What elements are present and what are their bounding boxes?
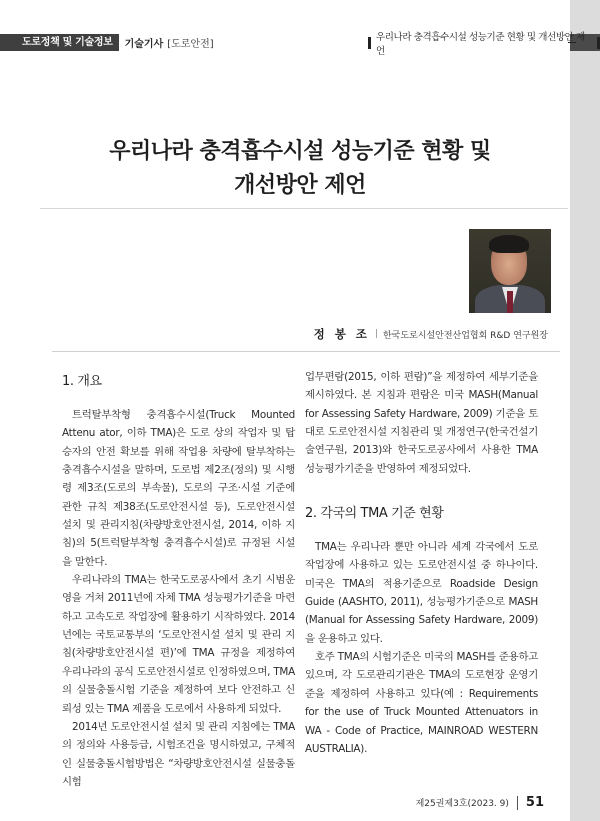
section-heading-tma-standards: 2. 각국의 TMA 기준 현황 (305, 506, 444, 522)
body-paragraph: 호주 TMA의 시험기준은 미국의 MASH를 준용하고 있으며, 각 도로관리기관은 TMA의 도로현장 운영기준을 제정하여 사용하고 있다(예 : Requirements for the use of Truck Mounted Attenuators in WA - Code of Practice, MAINROAD WESTERN AUSTRALIA). (305, 651, 539, 755)
body-paragraph: 트럭탈부착형 충격흡수시설(Truck Mounted Attenu ator, 이하 TMA)은 도로 상의 작업자 및 탑승자의 안전 확보를 위해 작업용 차량에 탈부착하는 충격흡수시설을 말하며, 도로법 제2조(정의) 및 시행령 제3조(도로의 부속물), 도로의 구조·시설 기준에 관한 규칙 제38조(도로안전시설 등), 도로안전시설 설치 및 관리지침(차량방호안전시설, 2014, 이하 지침)의 5(트럭탈부착형 충격흡수시설)로 규정된 시설을 말한다. (62, 409, 295, 568)
running-header-left (0, 34, 214, 51)
title-divider (40, 208, 568, 209)
left-column (62, 368, 295, 791)
body-paragraph: TMA는 우리나라 뿐만 아니라 세계 각국에서 도로작업장에 사용하고 있는 도로안전시설 중 하나이다. 미국은 TMA의 적용기준으로 Roadside Design Guide (AASHTO, 2011), 성능평가기준으로 MASH (Manual for Assessing Safety Hardware, 2009)을 운용하고 있다. (305, 541, 538, 645)
page-footer (416, 795, 544, 810)
body-paragraph: 2014년 도로안전시설 설치 및 관리 지침에는 TMA의 정의와 사용등급, 시험조건을 명시하였고, 구체적인 실물충돌시험방법은 “차량방호안전시설 실물충돌시험 (62, 720, 295, 788)
article-title (40, 135, 560, 203)
photo-tie (507, 291, 513, 313)
section-heading-overview: 1. 개요 (62, 374, 102, 389)
page-edge-strip (570, 0, 600, 821)
author-photo (469, 229, 551, 313)
footer-divider (517, 796, 518, 810)
page-number: 51 (525, 795, 544, 810)
header-rule (568, 42, 576, 43)
header-section-label: 도로정책 및 기술정보 (0, 34, 119, 51)
header-subcategory: [도로안전] (167, 39, 214, 50)
author-separator: | (374, 329, 378, 339)
article-title-line1: 우리나라 충격흡수시설 성능기준 현황 및 (109, 139, 491, 164)
header-bar-mark (368, 37, 371, 49)
header-category: 기술기사 (124, 39, 164, 50)
header-running-title: 우리나라 충격흡수시설 성능기준 현황 및 개선방안 제언 (375, 31, 585, 57)
right-column (305, 368, 538, 758)
author-byline (314, 326, 548, 342)
photo-hair (489, 235, 529, 253)
article-title-line2: 개선방안 제언 (234, 173, 366, 198)
body-paragraph: 우리나라의 TMA는 한국도로공사에서 초기 시범운영을 거쳐 2011년에 자체 TMA 성능평가기준을 마련하고 고속도로 작업장에 활용하기 시작하였다. 2014년에는 국토교통부의 ‘도로안전시설 설치 및 관리 지침(차량방호안전시설 편)’에 TMA 규정을 제정하여 우리나라의 공식 도로안전시설로 인정하였으며, TMA의 실물충돌시험 기준을 제정하여 보다 안전하고 신뢰성 있는 TMA 제품을 도로에서 사용하게 되었다. (62, 574, 295, 715)
running-header-right (368, 31, 600, 57)
issue-info: 제25권제3호(2023. 9) (415, 799, 509, 809)
body-paragraph-continued: 업무편람(2015, 이하 편람)”을 제정하여 세부기준을 제시하였다. 본 지침과 편람은 미국 MASH(Manual for Assessing Safety Hardware, 2009) 기준을 토대로 도로안전시설 지침관리 및 개정연구(한국건설기술연구원, 2013)와 한국도로공사에서 사용한 TMA 성능평가기준을 반영하여 제정되었다. (305, 371, 538, 475)
author-name: 정 봉 조 (313, 327, 370, 341)
byline-divider (52, 351, 560, 352)
author-affiliation: 한국도로시설안전산업협회 R&D 연구원장 (382, 330, 548, 341)
